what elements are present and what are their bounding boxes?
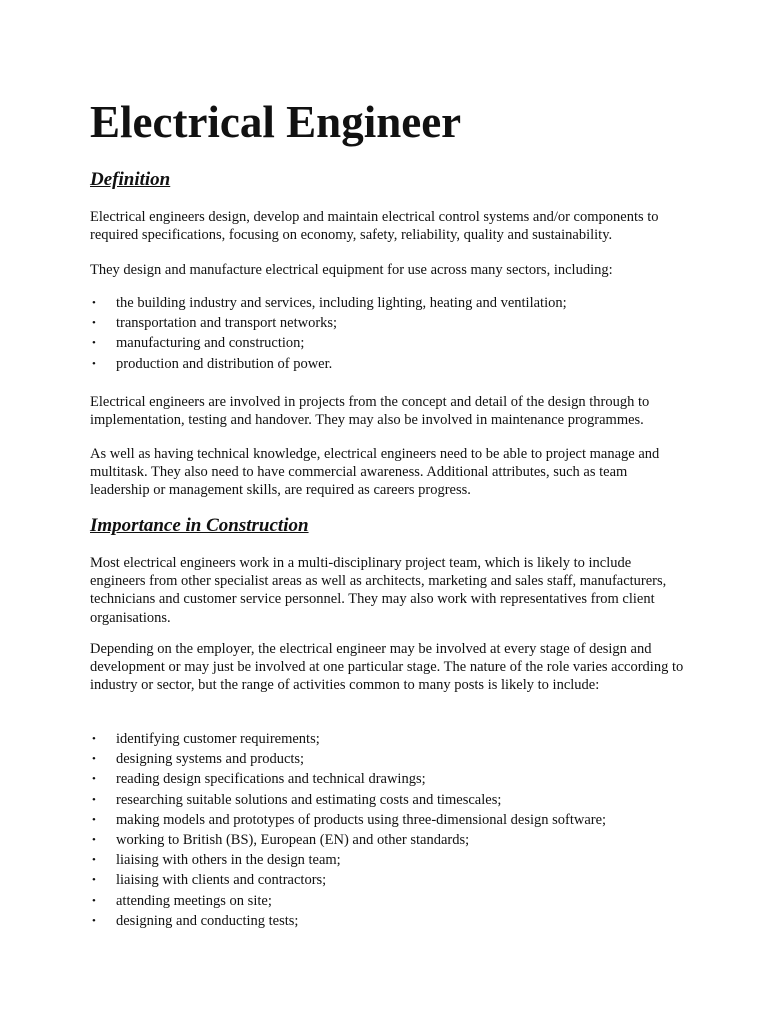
list-item: • liaising with clients and contractors; (90, 870, 606, 890)
list-item: • designing and conducting tests; (90, 911, 606, 931)
bullet-icon: • (92, 733, 96, 745)
bullet-icon: • (92, 813, 96, 826)
paragraph: As well as having technical knowledge, electrical engineers need to be able to project manage and multitask. They also need to have commercial awareness. Additional attributes, such as team leadership or management skills, are required as careers progress. (90, 446, 660, 499)
paragraph: Electrical engineers design, develop and maintain electrical control systems and/or components to required specifications, focusing on economy, safety, reliability, quality and sustainability. (90, 209, 659, 244)
list-item: • identifying customer requirements; (90, 729, 606, 749)
list-item: • attending meetings on site; (90, 891, 606, 911)
bullet-icon: • (92, 773, 96, 786)
bullet-icon: • (92, 914, 96, 927)
bullet-icon: • (92, 834, 96, 847)
bullet-icon: • (92, 753, 96, 766)
paragraph: They design and manufacture electrical equipment for use across many sectors, including: (90, 262, 613, 278)
list-item: • researching suitable solutions and estimating costs and timescales; (90, 790, 606, 810)
paragraph: Electrical engineers are involved in projects from the concept and detail of the design through to implementation, testing and handover. They may also be involved in maintenance programmes. (90, 394, 650, 429)
list-item: • liaising with others in the design team; (90, 850, 606, 870)
list-item: • designing systems and products; (90, 749, 606, 769)
list-item: • working to British (BS), European (EN) and other standards; (90, 830, 606, 850)
list-item: • reading design specifications and technical drawings; (90, 769, 606, 789)
bullet-list (90, 293, 567, 374)
bullet-icon: • (92, 317, 96, 330)
list-item: • the building industry and services, including lighting, heating and ventilation; (90, 293, 567, 313)
bullet-icon: • (92, 854, 96, 867)
list-item: • making models and prototypes of products using three-dimensional design software; (90, 810, 606, 830)
list-item: • manufacturing and construction; (90, 333, 567, 353)
bullet-list (90, 729, 606, 931)
bullet-icon: • (92, 894, 96, 907)
paragraph: Depending on the employer, the electrical engineer may be involved at every stage of design and development or may just be involved at one particular stage. The nature of the role varies according to industry or sector, but the range of activities common to many posts is likely to include: (90, 641, 684, 694)
bullet-icon: • (92, 874, 96, 887)
section-heading-importance: Importance in Construction (90, 515, 309, 536)
bullet-icon: • (92, 337, 96, 350)
list-item: • transportation and transport networks; (90, 313, 567, 333)
bullet-icon: • (92, 793, 96, 806)
bullet-icon: • (92, 297, 96, 309)
section-heading-definition: Definition (90, 169, 171, 190)
page-title: Electrical Engineer (90, 97, 462, 147)
paragraph: Most electrical engineers work in a multi-disciplinary project team, which is likely to include engineers from other specialist areas as well as architects, marketing and sales staff, manufacturers, technicians and customer service personnel. They may also work with representatives from client organisations. (90, 555, 667, 626)
bullet-icon: • (92, 357, 96, 370)
list-item: • production and distribution of power. (90, 354, 567, 374)
